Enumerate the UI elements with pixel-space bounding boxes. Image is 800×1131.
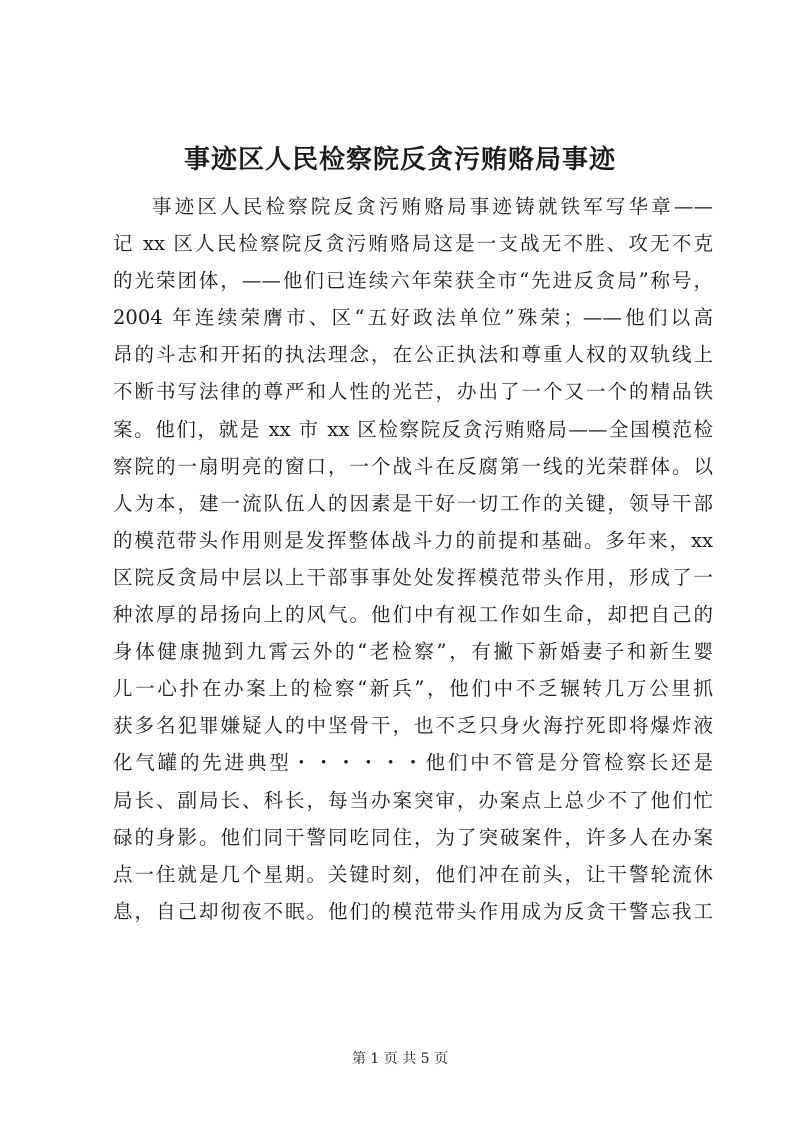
body-line: 种浓厚的昂扬向上的风气。他们中有视工作如生命，却把自己的 [113, 603, 713, 627]
body-line: 昂的斗志和开拓的执法理念，在公正执法和尊重人权的双轨线上 [113, 343, 713, 367]
page-footer [0, 1049, 800, 1069]
document-title: 事迹区人民检察院反贪污贿赂局事迹 [183, 145, 616, 175]
body-line: 儿一心扑在办案上的检察“新兵”，他们中不乏辗转几万公里抓 [113, 677, 713, 701]
body-line: 息，自己却彻夜不眠。他们的模范带头作用成为反贪干警忘我工 [113, 899, 713, 923]
body-line: 碌的身影。他们同干警同吃同住，为了突破案件，许多人在办案 [113, 825, 713, 849]
body-line: 2004 年连续荣膺市、区“五好政法单位”殊荣；——他们以高 [113, 306, 713, 330]
body-line: 察院的一扇明亮的窗口，一个战斗在反腐第一线的光荣群体。以 [113, 454, 713, 478]
body-line: 区院反贪局中层以上干部事事处处发挥模范带头作用，形成了一 [113, 565, 713, 589]
body-line: 不断书写法律的尊严和人性的光芒，办出了一个又一个的精品铁 [113, 380, 713, 404]
body-line: 局长、副局长、科长，每当办案突审，办案点上总少不了他们忙 [113, 788, 713, 812]
body-line: 案。他们，就是 xx 市 xx 区检察院反贪污贿赂局——全国模范检 [113, 417, 713, 441]
body-line: 的光荣团体，——他们已连续六年荣获全市“先进反贪局”称号， [113, 269, 713, 293]
body-line: 获多名犯罪嫌疑人的中坚骨干，也不乏只身火海拧死即将爆炸液 [113, 714, 713, 738]
body-line: 身体健康抛到九霄云外的“老检察”，有撇下新婚妻子和新生婴 [113, 640, 713, 664]
body-line: 人为本，建一流队伍人的因素是干好一切工作的关键，领导干部 [113, 491, 713, 515]
document-body [113, 188, 713, 930]
body-line: 化气罐的先进典型・・・・・・他们中不管是分管检察长还是 [113, 751, 713, 775]
body-line: 点一住就是几个星期。关键时刻，他们冲在前头，让干警轮流休 [113, 862, 713, 886]
body-line: 的模范带头作用则是发挥整体战斗力的前提和基础。多年来，xx [113, 528, 713, 552]
body-line: 记 xx 区人民检察院反贪污贿赂局这是一支战无不胜、攻无不克 [113, 232, 713, 256]
page-number-label: 第 1 页 共 5 页 [351, 1051, 449, 1067]
body-line: 事迹区人民检察院反贪污贿赂局事迹铸就铁军写华章—— [152, 195, 713, 218]
